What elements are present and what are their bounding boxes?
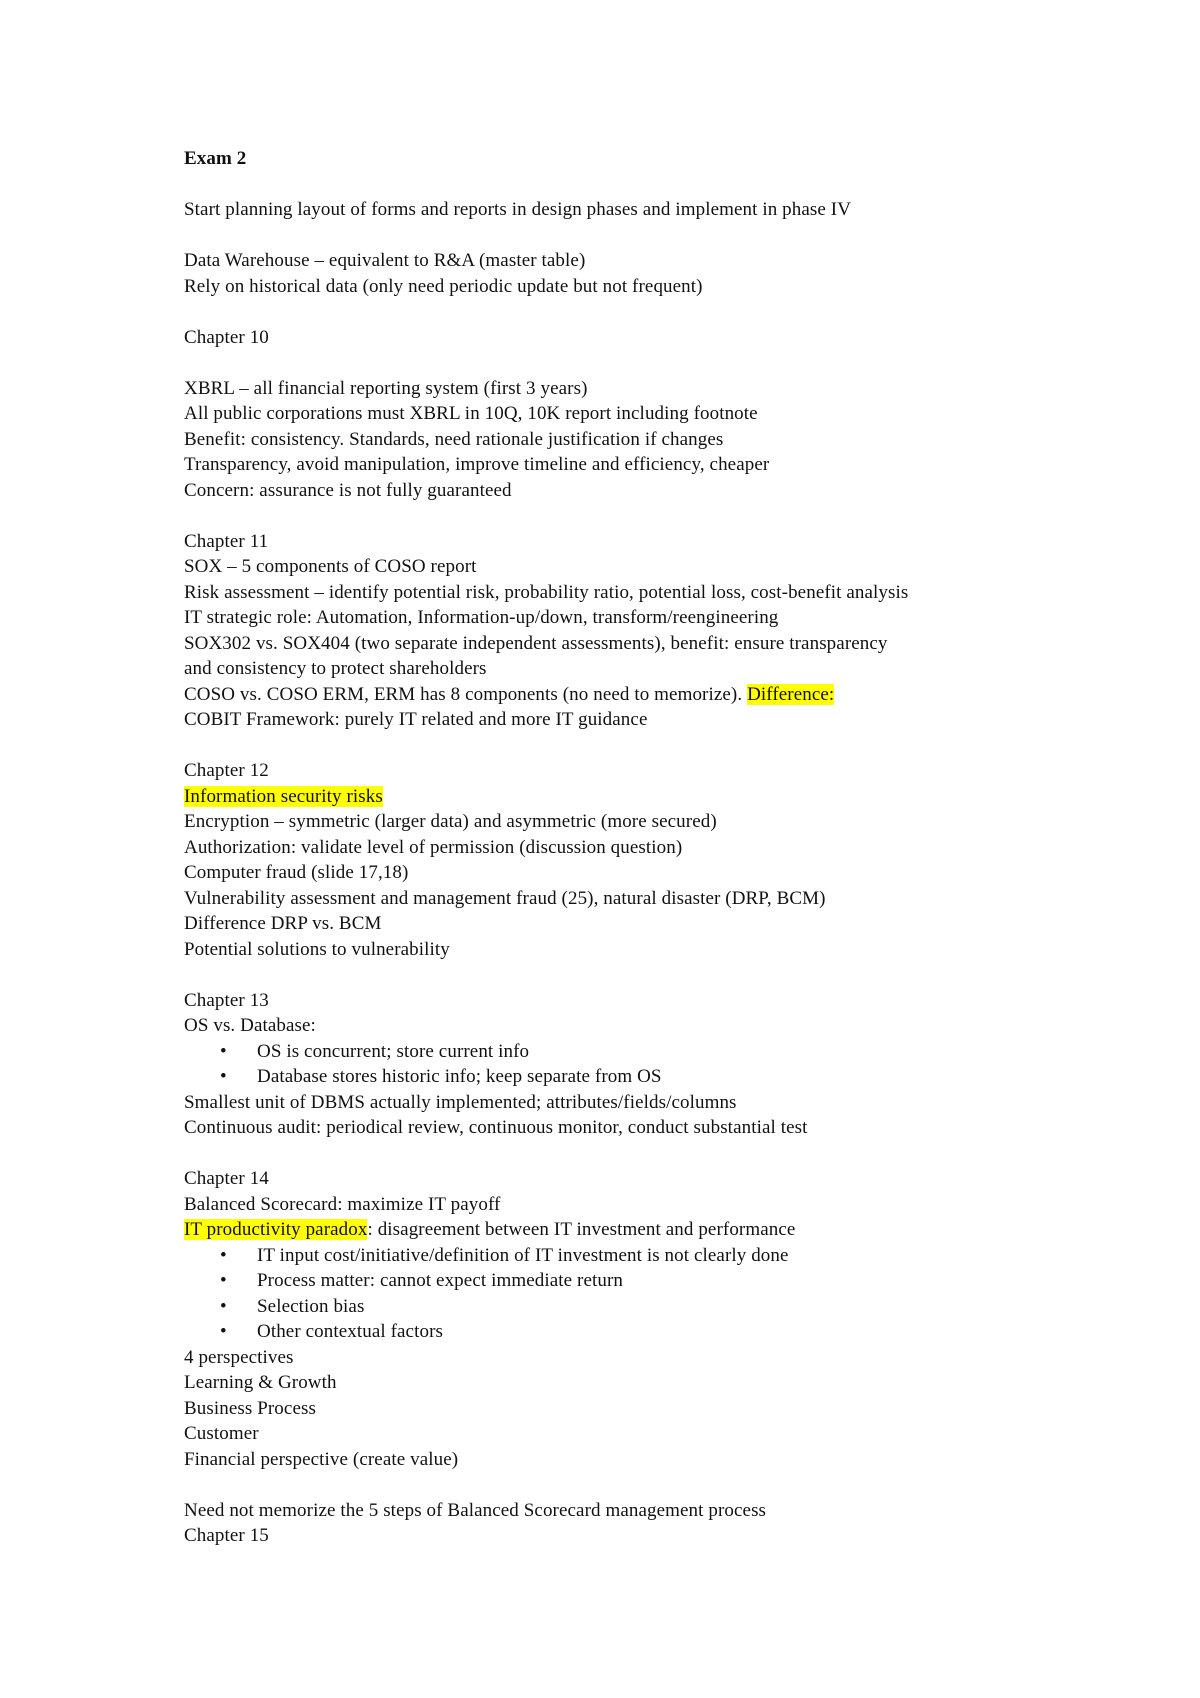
chapter-12-line: Authorization: validate level of permission (discussion question) (184, 836, 683, 858)
chapter-11-line: Risk assessment – identify potential risk, probability ratio, potential loss, cost-benefit analysis (184, 581, 909, 603)
perspectives-line: Customer (184, 1423, 259, 1444)
chapter-10-line: Concern: assurance is not fully guaranteed (184, 479, 512, 501)
spacer (184, 1472, 1064, 1498)
list-item-text: Other contextual factors (257, 1321, 443, 1342)
bullet-icon: • (220, 1244, 227, 1266)
chapter-14-heading: Chapter 14 (184, 1168, 269, 1189)
document-page (184, 146, 1064, 1549)
chapter-14-line: Balanced Scorecard: maximize IT payoff (184, 1193, 501, 1215)
chapter-10-line: Benefit: consistency. Standards, need rationale justification if changes (184, 428, 724, 450)
productivity-paradox-highlight: IT productivity paradox (184, 1219, 368, 1240)
data-warehouse-line: Data Warehouse – equivalent to R&A (master table) (184, 250, 586, 271)
list-item-text: Selection bias (257, 1295, 365, 1317)
chapter-13-line: Smallest unit of DBMS actually implemented; attributes/fields/columns (184, 1091, 737, 1113)
list-item (184, 1039, 1064, 1065)
coso-text: COSO vs. COSO ERM, ERM has 8 components (no need to memorize). (184, 683, 748, 705)
list-item-text: OS is concurrent; store current info (257, 1040, 530, 1062)
chapter-13-line: OS vs. Database: (184, 1015, 316, 1036)
spacer (184, 172, 1064, 198)
bullet-icon: • (220, 1040, 227, 1062)
chapter-11-line: SOX302 vs. SOX404 (two separate independent assessments), benefit: ensure transparency (184, 632, 888, 654)
info-security-highlight: Information security risks (184, 785, 383, 807)
chapter-11-line-coso (184, 682, 1064, 708)
chapter-10-line: All public corporations must XBRL in 10Q, 10K report including footnote (184, 403, 758, 424)
chapter-10-line: Transparency, avoid manipulation, improve timeline and efficiency, cheaper (184, 454, 770, 475)
spacer (184, 962, 1064, 988)
spacer (184, 350, 1064, 376)
list-item (184, 1268, 1064, 1294)
chapter-13-heading: Chapter 13 (184, 989, 269, 1011)
chapter-12-heading: Chapter 12 (184, 760, 269, 781)
chapter-11-line: COBIT Framework: purely IT related and more IT guidance (184, 709, 648, 730)
chapter-12-line: Encryption – symmetric (larger data) and asymmetric (more secured) (184, 811, 717, 832)
perspectives-line: Financial perspective (create value) (184, 1448, 459, 1470)
list-item-text: Database stores historic info; keep separate from OS (257, 1066, 662, 1087)
chapter-12-line: Computer fraud (slide 17,18) (184, 862, 409, 883)
spacer (184, 1141, 1064, 1167)
chapter-10-line: XBRL – all financial reporting system (first 3 years) (184, 377, 588, 399)
chapter-11-line: and consistency to protect shareholders (184, 658, 487, 679)
chapter-11-line: IT strategic role: Automation, Information-up/down, transform/reengineering (184, 607, 779, 628)
bullet-icon: • (220, 1270, 227, 1291)
list-item (184, 1294, 1064, 1320)
spacer (184, 733, 1064, 759)
list-item (184, 1064, 1064, 1090)
chapter-10-heading: Chapter 10 (184, 326, 269, 348)
chapter-12-line: Difference DRP vs. BCM (184, 913, 382, 934)
spacer (184, 503, 1064, 529)
chapter-14-bullet-list (184, 1243, 1064, 1345)
list-item-text: Process matter: cannot expect immediate return (257, 1270, 623, 1291)
perspectives-line: 4 perspectives (184, 1346, 294, 1368)
data-warehouse-line: Rely on historical data (only need periodic update but not frequent) (184, 275, 703, 297)
chapter-12-line: Vulnerability assessment and management fraud (25), natural disaster (DRP, BCM) (184, 887, 826, 909)
chapter-15-heading: Chapter 15 (184, 1525, 269, 1546)
spacer (184, 223, 1064, 249)
chapter-11-line: SOX – 5 components of COSO report (184, 556, 477, 577)
bullet-icon: • (220, 1295, 227, 1317)
list-item (184, 1243, 1064, 1269)
chapter-13-bullet-list (184, 1039, 1064, 1090)
document-title: Exam 2 (184, 148, 247, 169)
perspectives-line: Business Process (184, 1397, 316, 1419)
chapter-14-paradox-line (184, 1217, 1064, 1243)
closing-line: Need not memorize the 5 steps of Balanced Scorecard management process (184, 1499, 767, 1521)
list-item-text: IT input cost/initiative/definition of IT investment is not clearly done (257, 1244, 789, 1266)
chapter-12-line: Potential solutions to vulnerability (184, 938, 450, 960)
bullet-icon: • (220, 1321, 227, 1342)
difference-highlight: Difference: (747, 683, 835, 705)
chapter-12-highlight-line (184, 784, 1064, 810)
chapter-13-line: Continuous audit: periodical review, continuous monitor, conduct substantial test (184, 1117, 808, 1138)
paradox-text: : disagreement between IT investment and performance (367, 1219, 796, 1240)
list-item (184, 1319, 1064, 1345)
chapter-11-heading: Chapter 11 (184, 530, 269, 552)
spacer (184, 299, 1064, 325)
perspectives-line: Learning & Growth (184, 1372, 337, 1393)
bullet-icon: • (220, 1066, 227, 1087)
intro-line: Start planning layout of forms and reports in design phases and implement in phase IV (184, 199, 852, 220)
